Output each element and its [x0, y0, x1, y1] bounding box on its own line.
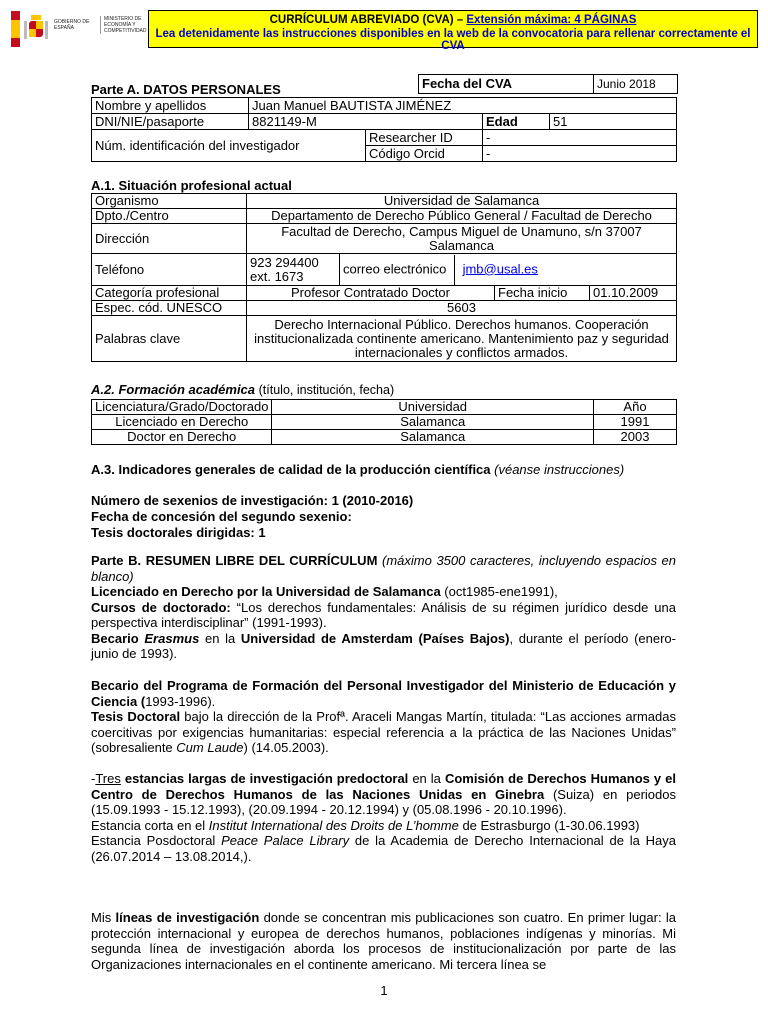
paragraph-lineas	[91, 910, 676, 978]
nombre-label: Nombre y apellidos	[92, 98, 249, 114]
researcher-id-label: Researcher ID	[366, 130, 483, 146]
formacion-anio: 2003	[594, 430, 677, 445]
paragraph-estancias	[91, 771, 676, 864]
p3-italic: Erasmus	[144, 630, 200, 646]
paragraph-licenciado	[91, 584, 676, 662]
formacion-col-anio: Año	[594, 400, 677, 415]
dni-value: 8821149-M	[249, 114, 483, 130]
formacion-titulo: Doctor en Derecho	[92, 430, 272, 445]
telefono-value: 923 294400 ext. 1673	[247, 254, 340, 286]
p9-rest: donde se concentran mis publicaciones son cuatro. En primer lugar: la protección internacional y europea de derechos humanos, poblaciones indígenas y minorías. Mi segunda línea de investigación aborda los procesos de institucionalización por parte de las Organizaciones internacionales en el continente americano. Mi tercera línea se	[91, 910, 676, 972]
a2-heading-note: (título, institución, fecha)	[258, 383, 395, 397]
telefono-label: Teléfono	[92, 254, 247, 286]
p3-bold1: Becario	[91, 630, 145, 646]
dni-label: DNI/NIE/pasaporte	[92, 114, 249, 130]
p5-end: ) (14.05.2003).	[243, 740, 329, 755]
p6-bold1: estancias largas de investigación predoctoral	[120, 771, 409, 786]
p3-rest: , durante el período (enero-junio de 1993).	[91, 630, 676, 661]
fecha-cva-value: Junio 2018	[594, 75, 678, 94]
p8-rest: de la Academia de Derecho Internacional de la Haya (26.07.2014 – 13.08.2014,).	[91, 833, 677, 864]
formacion-universidad: Salamanca	[272, 430, 594, 445]
unesco-label: Espec. cód. UNESCO	[92, 301, 247, 316]
p6-underline: Tres	[95, 771, 121, 786]
page-number: 1	[380, 983, 388, 998]
orcid-label: Código Orcid	[366, 146, 483, 162]
p5-rest: bajo la dirección de la Profª. Araceli Mangas Martín, titulada: “Las acciones armadas coercitivas por exigencias humanitarias: especial referencia a la práctica de las Naciones Unidas” (sobresaliente	[91, 709, 676, 755]
a3-heading-line	[91, 462, 624, 477]
p6-dash: -	[91, 771, 96, 786]
nombre-value: Juan Manuel BAUTISTA JIMÉNEZ	[249, 98, 677, 114]
dpto-label: Dpto./Centro	[92, 209, 247, 224]
banner-title-main: CURRÍCULUM ABREVIADO (CVA) –	[269, 14, 467, 26]
dpto-value: Departamento de Derecho Público General / Facultad de Derecho	[247, 209, 677, 224]
document-header	[10, 10, 758, 52]
paragraph-becario-fpi	[91, 678, 676, 756]
p1-rest: (oct1985-ene1991),	[440, 584, 558, 599]
part-b-title: Parte B. RESUMEN LIBRE DEL CURRÍCULUM	[91, 553, 378, 568]
edad-label: Edad	[483, 114, 550, 130]
fecha-inicio-value: 01.10.2009	[590, 286, 677, 301]
categoria-value: Profesor Contratado Doctor	[247, 286, 495, 301]
p7-a: Estancia corta en el	[91, 817, 209, 833]
formacion-anio: 1991	[594, 415, 677, 430]
p2-rest: “Los derechos fundamentales: Análisis de su régimen jurídico desde una perspectiva interdisciplinar” (1991-1993).	[91, 599, 676, 630]
fecha-inicio-label: Fecha inicio	[495, 286, 590, 301]
organismo-value: Universidad de Salamanca	[247, 194, 677, 209]
p5-italic: Cum Laude	[176, 740, 244, 755]
banner-subtitle: Lea detenidamente las instrucciones disponibles en la web de la convocatoria para rellenar correctamente el CVA	[155, 28, 751, 52]
p6-rest: (Suiza) en periodos (15.09.1993 - 15.12.1993), (20.09.1994 - 20.12.1994) y (05.08.1996 - 20.10.1996).	[91, 786, 676, 817]
formacion-titulo: Licenciado en Derecho	[92, 415, 272, 430]
part-b-heading	[91, 553, 676, 584]
p9-bold: líneas de investigación	[115, 910, 260, 925]
p2-bold: Cursos de doctorado:	[91, 599, 231, 615]
a2-heading: A.2. Formación académica	[91, 382, 256, 397]
correo-link[interactable]: jmb@usal.es	[462, 260, 538, 276]
edad-value: 51	[550, 114, 677, 130]
table-row	[92, 430, 677, 445]
categoria-label: Categoría profesional	[92, 286, 247, 301]
p9-a: Mis	[91, 910, 116, 925]
p8-italic: Peace Palace Library	[221, 833, 350, 848]
ministry-label: MINISTERIO DE ECONOMÍA Y COMPETITIVIDAD	[100, 16, 152, 34]
p5-bold: Tesis Doctoral	[91, 709, 181, 724]
part-a-heading: Parte A. DATOS PERSONALES	[91, 82, 281, 97]
p1-bold: Licenciado en Derecho por la Universidad de Salamanca	[91, 584, 441, 599]
correo-label: correo electrónico	[343, 260, 447, 276]
tesis-dirigidas-text: Tesis doctorales dirigidas: 1	[91, 525, 266, 540]
palabras-value: Derecho Internacional Público. Derechos humanos. Cooperación institucionalizada continente americano. Mantenimiento paz y seguridad internacionales y conflictos armados.	[247, 316, 677, 362]
banner-title-extension: Extensión máxima: 4 PÁGINAS	[466, 14, 637, 26]
fecha-cva-table	[418, 74, 678, 94]
organismo-label: Organismo	[92, 194, 247, 209]
fecha-sexenio-text: Fecha de concesión del segundo sexenio:	[91, 509, 352, 524]
a1-heading: A.1. Situación profesional actual	[91, 178, 292, 193]
sexenios-text: Número de sexenios de investigación: 1 (2010-2016)	[91, 493, 414, 508]
p4-rest: 1993-1996).	[145, 693, 216, 709]
cva-banner	[148, 10, 758, 52]
table-row	[92, 415, 677, 430]
researcher-id-value: -	[483, 130, 677, 146]
part-b-note: (máximo 3500 caracteres, incluyendo espacios en blanco)	[91, 553, 676, 584]
p7-rest: de Estrasburgo (1-30.06.1993)	[458, 817, 640, 833]
government-label: GOBIERNO DE ESPAÑA	[54, 19, 90, 31]
spain-flag-icon	[11, 11, 20, 47]
orcid-value: -	[483, 146, 677, 162]
formacion-col-universidad: Universidad	[272, 400, 594, 415]
correo-cell	[340, 254, 677, 286]
situacion-profesional-table	[91, 193, 677, 362]
formacion-universidad: Salamanca	[272, 415, 594, 430]
numid-label: Núm. identificación del investigador	[92, 130, 366, 162]
unesco-value: 5603	[247, 301, 677, 316]
a3-heading: A.3. Indicadores generales de calidad de la producción científica	[91, 462, 491, 477]
p3-bold2: Universidad de Amsterdam (Países Bajos)	[240, 630, 510, 646]
direccion-label: Dirección	[92, 224, 247, 254]
direccion-value: Facultad de Derecho, Campus Miguel de Unamuno, s/n 37007 Salamanca	[247, 224, 677, 254]
p6-bold2: Comisión de Derechos Humanos y el Centro de Derechos Humanos de las Naciones Unidas en Ginebra	[91, 771, 676, 802]
formacion-col-titulo: Licenciatura/Grado/Doctorado	[92, 400, 272, 415]
personal-data-table	[91, 97, 677, 162]
p3-mid: en la	[199, 630, 241, 646]
coat-of-arms-icon	[23, 13, 49, 45]
government-logo	[10, 10, 147, 48]
correo-divider	[454, 255, 455, 285]
banner-title	[149, 14, 757, 26]
p4-bold: Becario del Programa de Formación del Personal Investigador del Ministerio de Educación y Ciencia (	[91, 678, 676, 709]
p8-a: Estancia Posdoctoral	[91, 833, 222, 848]
p6-mid: en la	[408, 771, 445, 786]
palabras-label: Palabras clave	[92, 316, 247, 362]
p7-italic: Institut International des Droits de L’homme	[208, 817, 459, 833]
formacion-table	[91, 399, 677, 445]
fecha-cva-label: Fecha del CVA	[419, 75, 594, 94]
a2-heading-line	[91, 382, 394, 397]
a3-heading-note: (véanse instrucciones)	[494, 462, 625, 477]
